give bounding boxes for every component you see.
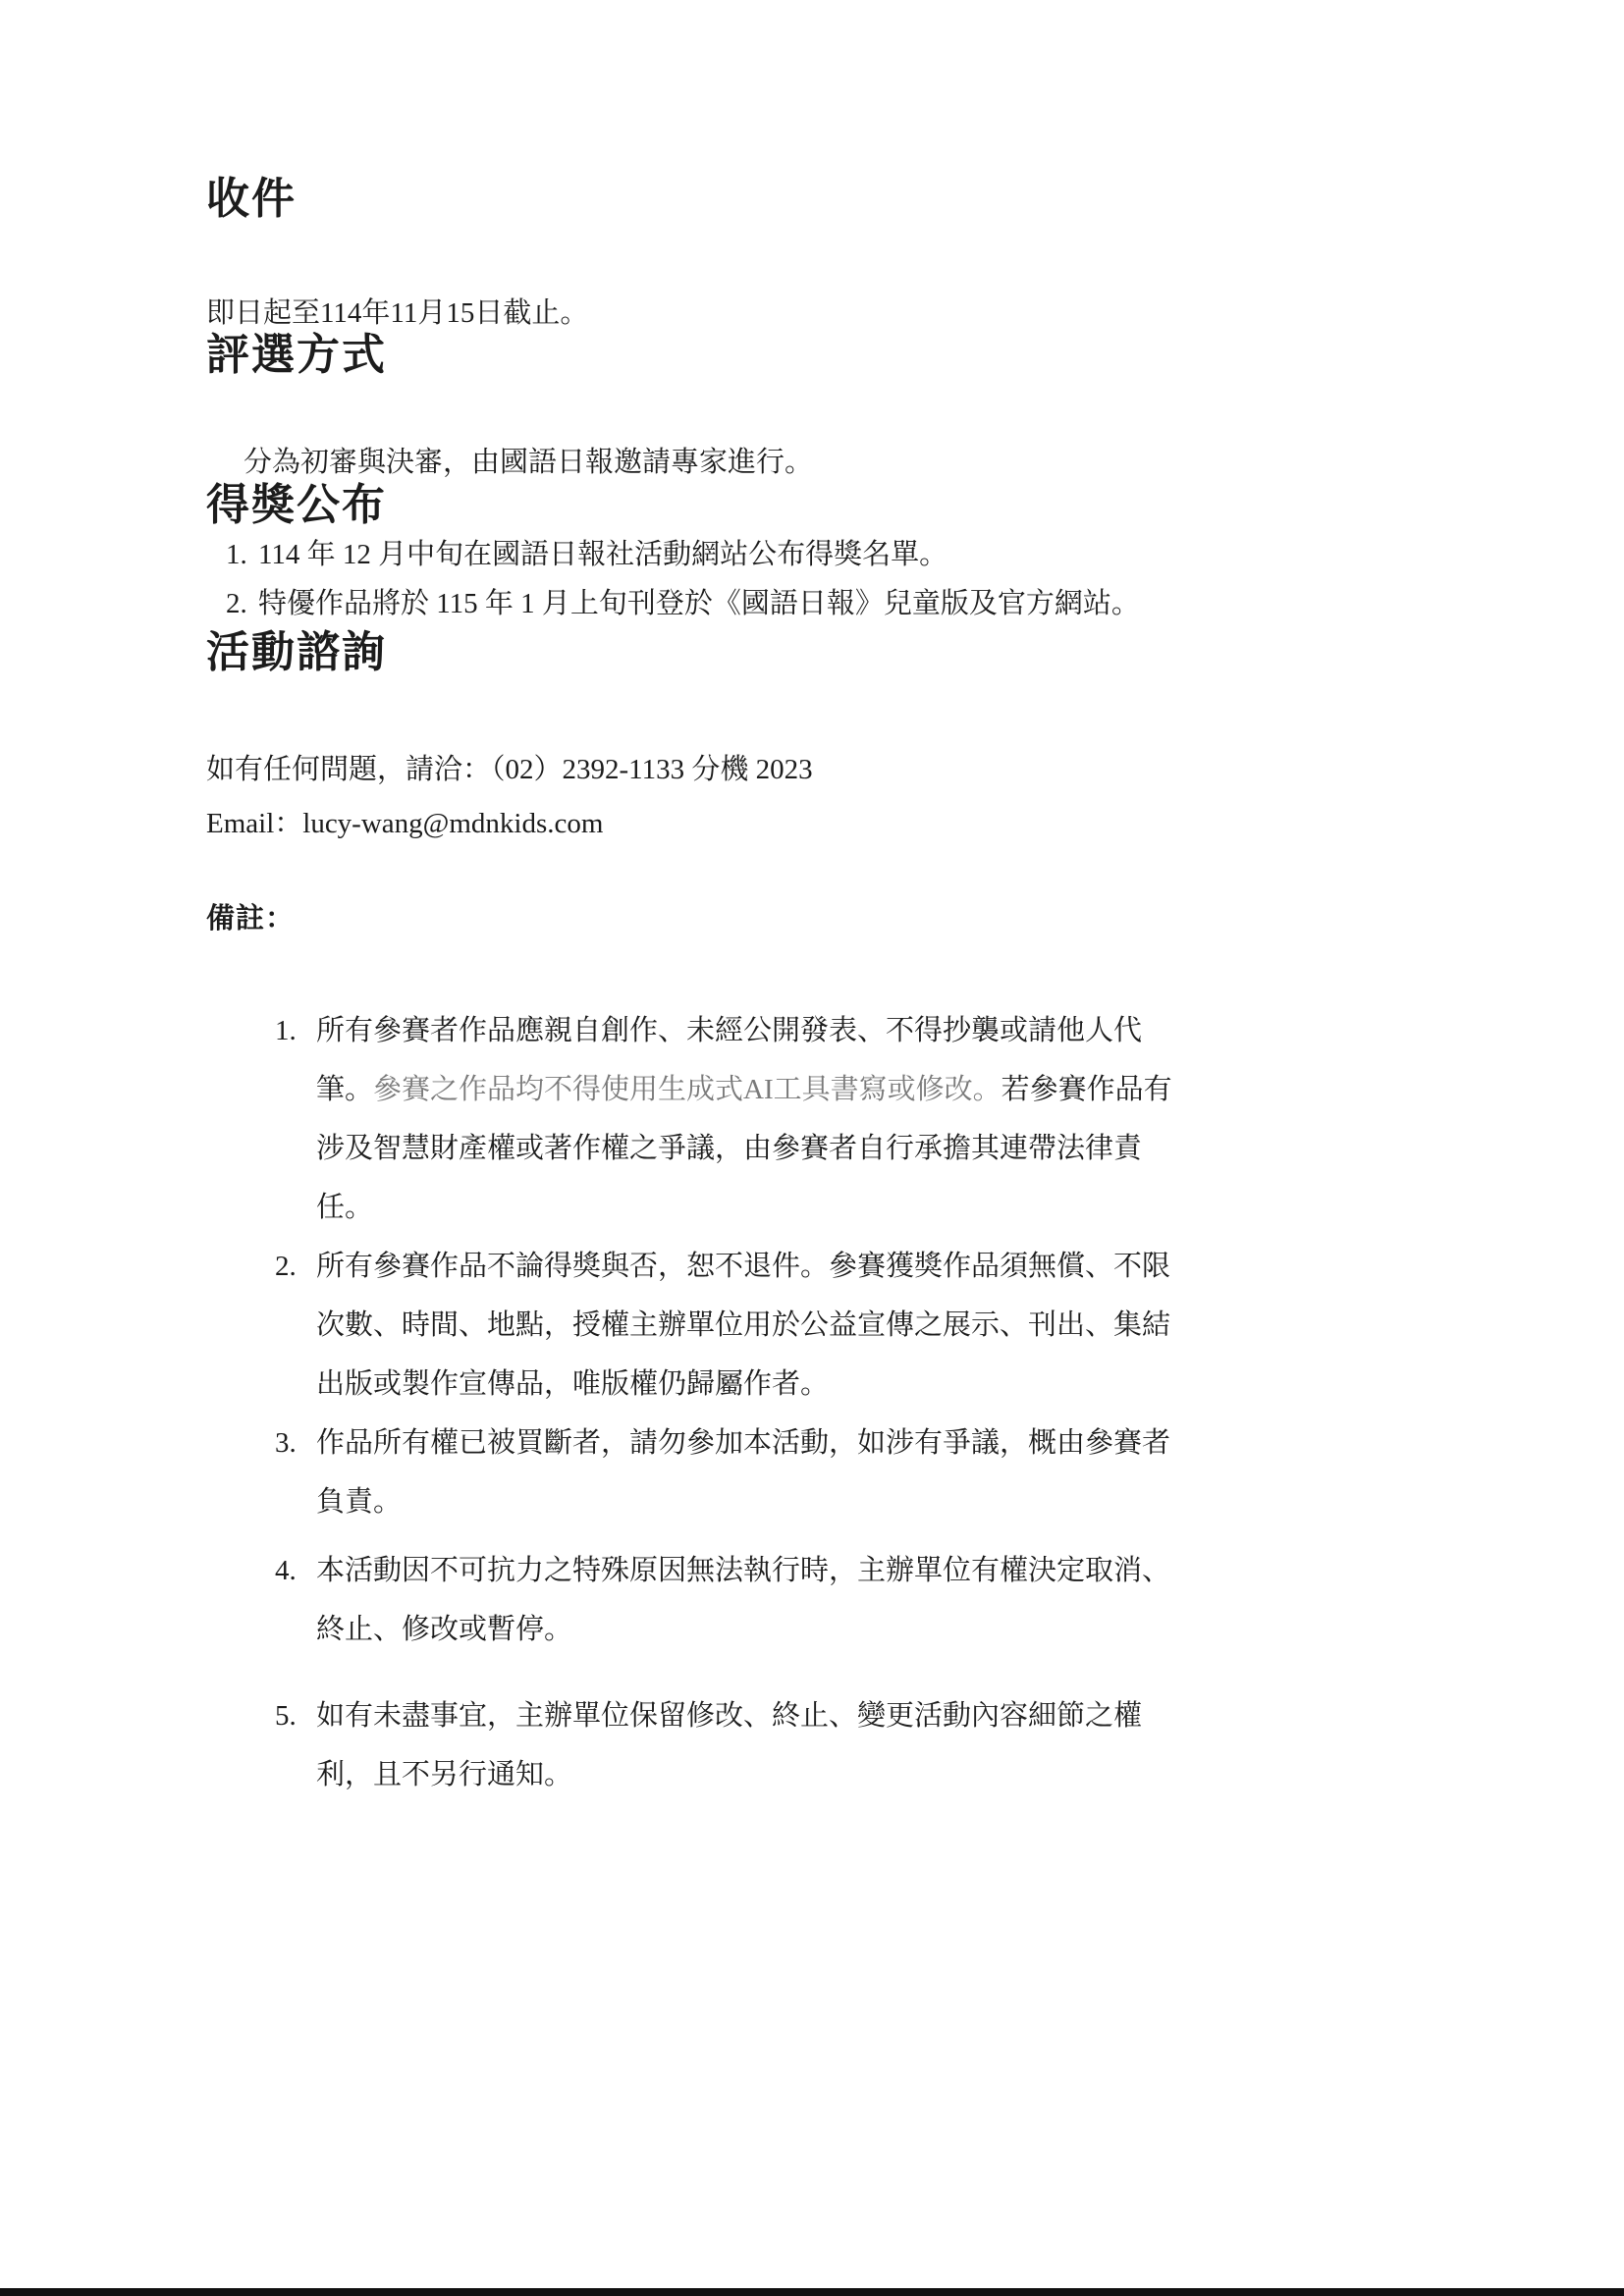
list-item-number: 1. xyxy=(226,539,247,571)
section-title-receiving: 收件 xyxy=(206,175,297,223)
contact-email-line: Email：lucy-wang@mdnkids.com xyxy=(206,807,604,839)
list-item xyxy=(275,1001,1447,1237)
note-text-line: 終止、修改或暫停。 xyxy=(316,1613,573,1645)
note-text-line: 出版或製作宣傳品，唯版權仍歸屬作者。 xyxy=(316,1367,830,1400)
list-item xyxy=(226,530,1447,579)
note-text-line: 負責。 xyxy=(316,1485,403,1518)
note-text-segment: 若參賽作品有 xyxy=(1001,1073,1172,1105)
note-text-segment-gray: 參賽之作品均不得使用生成式AI工具書寫或修改。 xyxy=(373,1073,1001,1105)
list-item-text xyxy=(316,1001,1447,1237)
list-item-text xyxy=(316,1541,1447,1659)
page-bottom-border xyxy=(0,2288,1624,2296)
list-item-text xyxy=(316,1237,1447,1414)
note-text-line: 利，且不另行通知。 xyxy=(316,1758,573,1790)
list-item-number: 2. xyxy=(275,1250,297,1282)
list-item xyxy=(275,1414,1447,1531)
list-item-number: 3. xyxy=(275,1426,297,1459)
list-item-number: 4. xyxy=(275,1554,297,1586)
note-text-line: 所有參賽作品不論得獎與否，恕不退件。參賽獲獎作品須無償、不限 xyxy=(316,1250,1171,1282)
list-item-number: 5. xyxy=(275,1699,297,1732)
receiving-deadline-text: 即日起至114年11月15日截止。 xyxy=(206,296,589,329)
note-text-line: 如有未盡事宜，主辦單位保留修改、終止、變更活動內容細節之權 xyxy=(316,1699,1143,1732)
list-item xyxy=(275,1237,1447,1414)
section-title-contact: 活動諮詢 xyxy=(206,628,387,677)
note-text-line: 任。 xyxy=(316,1191,374,1223)
note-text-line: 所有參賽者作品應親自創作、未經公開發表、不得抄襲或請他人代 xyxy=(316,1014,1143,1046)
section-title-awards: 得獎公布 xyxy=(206,480,387,529)
section-title-judging: 評選方式 xyxy=(206,330,387,379)
note-text-line: 涉及智慧財產權或著作權之爭議，由參賽者自行承擔其連帶法律責 xyxy=(316,1132,1143,1164)
list-item-text xyxy=(316,1414,1447,1531)
list-item xyxy=(275,1686,1447,1804)
contact-info-block xyxy=(206,743,1447,851)
remarks-list xyxy=(206,1001,1447,1804)
note-text-line xyxy=(316,1060,1447,1119)
judging-method-text: 分為初審與決審，由國語日報邀請專家進行。 xyxy=(244,447,814,479)
list-item-text xyxy=(316,1686,1447,1804)
list-item-text: 114 年 12 月中旬在國語日報社活動網站公布得獎名單。 xyxy=(258,539,948,571)
note-text-line: 次數、時間、地點，授權主辦單位用於公益宣傳之展示、刊出、集結 xyxy=(316,1308,1171,1341)
list-item xyxy=(275,1541,1447,1659)
note-text-line: 本活動因不可抗力之特殊原因無法執行時，主辦單位有權決定取消、 xyxy=(316,1554,1171,1586)
note-text-line: 作品所有權已被買斷者，請勿參加本活動，如涉有爭議，概由參賽者 xyxy=(316,1426,1171,1459)
list-item-text: 特優作品將於 115 年 1 月上旬刊登於《國語日報》兒童版及官方網站。 xyxy=(258,588,1140,620)
list-item xyxy=(226,579,1447,628)
contact-phone-line: 如有任何問題，請洽：（02）2392-1133 分機 2023 xyxy=(206,753,813,785)
list-item-number: 1. xyxy=(275,1014,297,1046)
list-item-number: 2. xyxy=(226,588,247,620)
note-text-segment: 筆。 xyxy=(316,1073,374,1105)
awards-announcement-list xyxy=(206,530,1447,628)
remarks-heading: 備註： xyxy=(206,902,296,934)
